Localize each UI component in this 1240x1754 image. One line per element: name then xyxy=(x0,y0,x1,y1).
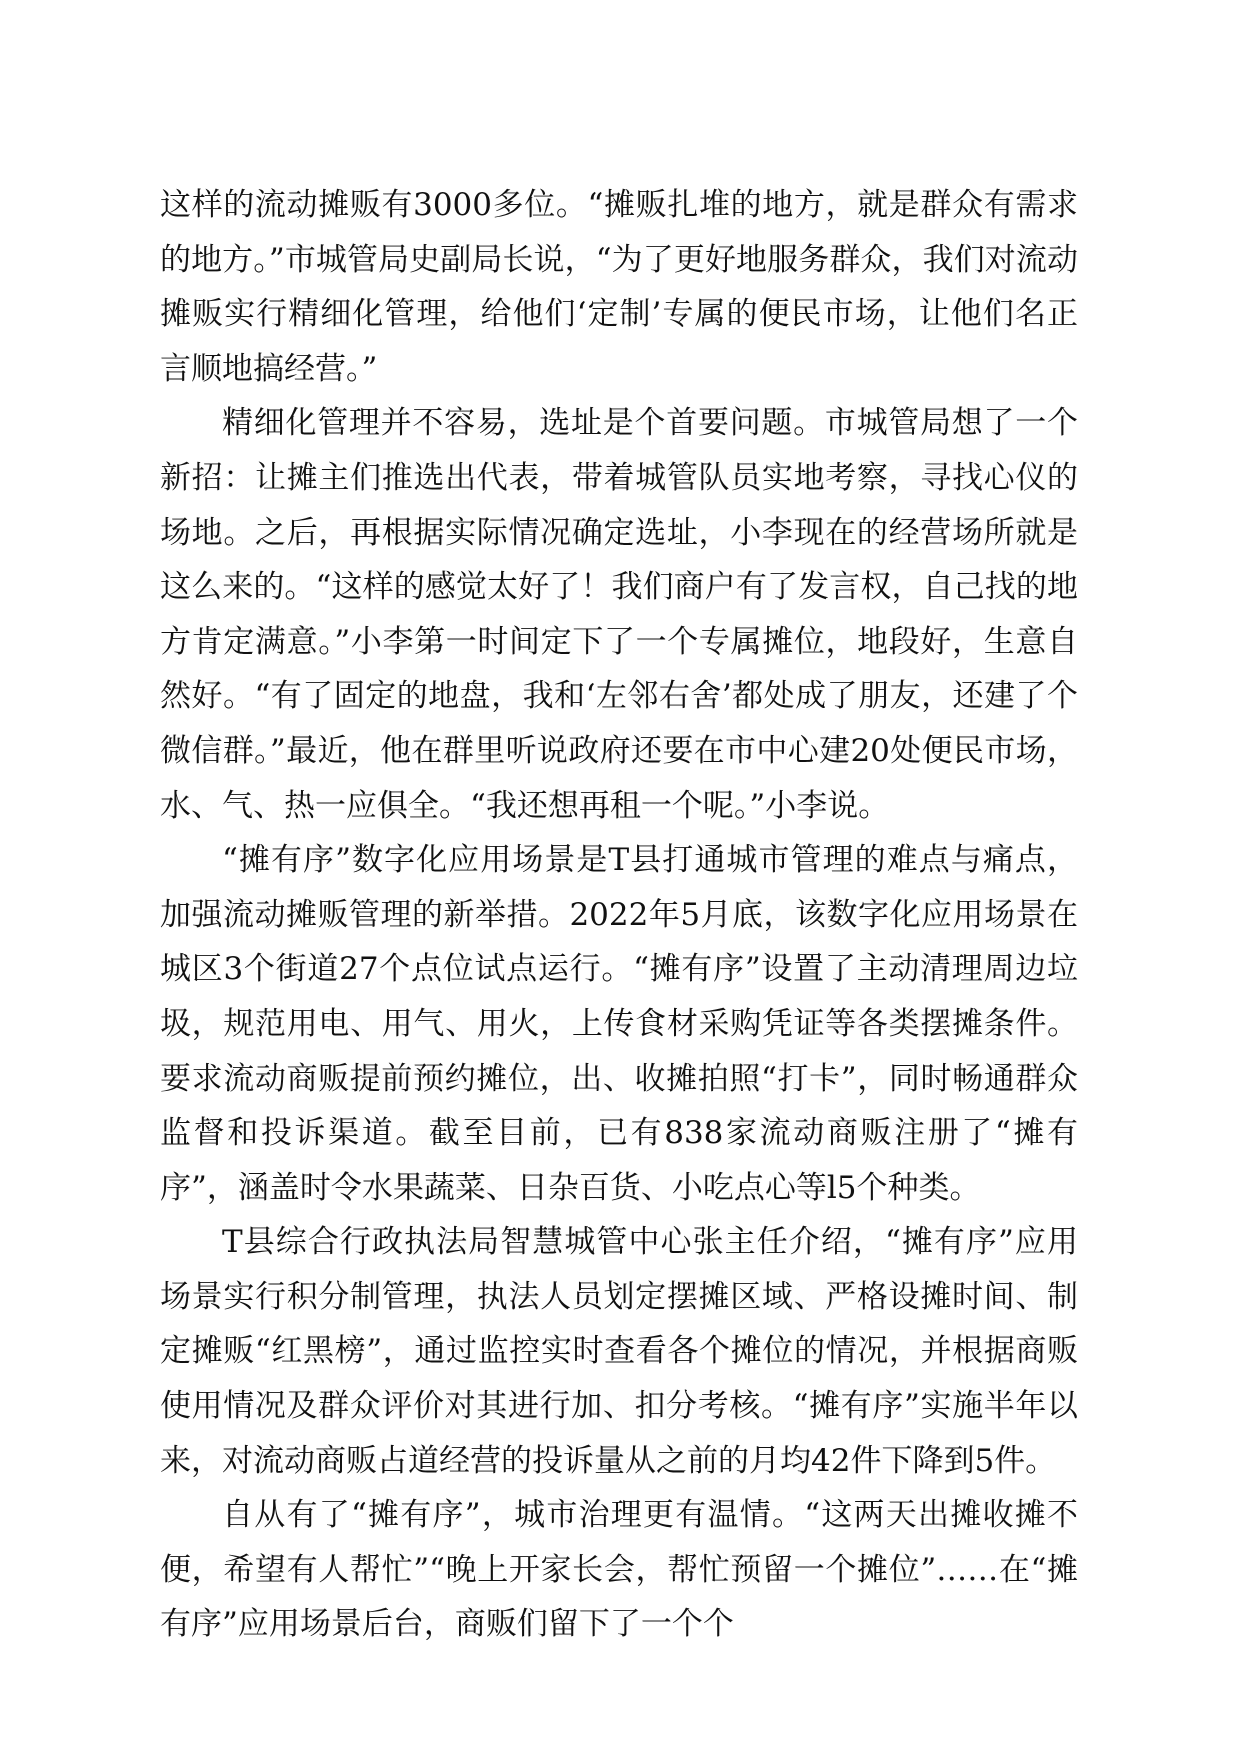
paragraph-4: T县综合行政执法局智慧城管中心张主任介绍，“摊有序”应用场景实行积分制管理，执法人员划定摆摊区域、严格设摊时间、制定摊贩“红黑榜”，通过监控实时查看各个摊位的情况，并根据商贩使用情况及群众评价对其进行加、扣分考核。“摊有序”实施半年以来，对流动商贩占道经营的投诉量从之前的月均42件下降到5件。 xyxy=(160,1224,1078,1479)
paragraph-1: 这样的流动摊贩有3000多位。“摊贩扎堆的地方，就是群众有需求的地方。”市城管局史副局长说，“为了更好地服务群众，我们对流动摊贩实行精细化管理，给他们‘定制’专属的便民市场，让他们名正言顺地搞经营。” xyxy=(160,187,1078,387)
paragraph-3: “摊有序”数字化应用场景是T县打通城市管理的难点与痛点，加强流动摊贩管理的新举措。2022年5月底，该数字化应用场景在城区3个街道27个点位试点运行。“摊有序”设置了主动清理周边垃圾，规范用电、用气、用火，上传食材采购凭证等各类摆摊条件。要求流动商贩提前预约摊位，出、收摊拍照“打卡”，同时畅通群众监督和投诉渠道。截至目前，已有838家流动商贩注册了“摊有序”，涵盖时令水果蔬菜、日杂百货、小吃点心等l5个种类。 xyxy=(160,842,1078,1206)
paragraph-5: 自从有了“摊有序”，城市治理更有温情。“这两天出摊收摊不便，希望有人帮忙”“晚上开家长会，帮忙预留一个摊位”……在“摊有序”应用场景后台，商贩们留下了一个个 xyxy=(160,1497,1078,1643)
paragraph-2: 精细化管理并不容易，选址是个首要问题。市城管局想了一个新招：让摊主们推选出代表，带着城管队员实地考察，寻找心仪的场地。之后，再根据实际情况确定选址，小李现在的经营场所就是这么来的。“这样的感觉太好了！我们商户有了发言权，自己找的地方肯定满意。”小李第一时间定下了一个专属摊位，地段好，生意自然好。“有了固定的地盘，我和‘左邻右舍’都处成了朋友，还建了个微信群。”最近，他在群里听说政府还要在市中心建20处便民市场，水、气、热一应俱全。“我还想再租一个呢。”小李说。 xyxy=(160,405,1078,824)
document-page xyxy=(160,178,1078,1652)
